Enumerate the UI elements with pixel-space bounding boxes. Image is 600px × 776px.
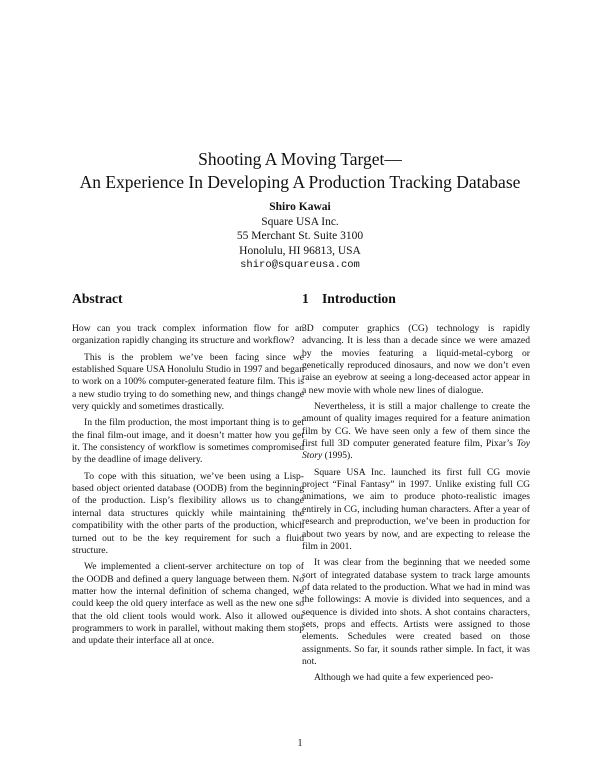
author-email: shiro@squareusa.com [240, 259, 360, 272]
film-title: Toy Story [302, 438, 530, 462]
author-name: Shiro Kawai [269, 201, 331, 213]
abstract-paragraph: This is the problem we’ve been facing since we established Square USA Honolulu Studio in 1997 and began to work on a 100% computer-generated feature film. This is a new studio trying to do something new, and things change very quickly and sometimes drastically. [72, 351, 304, 413]
section-title: Introduction [322, 291, 396, 306]
author-address-2: Honolulu, HI 96813, USA [239, 244, 361, 257]
section-number: 1 [302, 291, 309, 306]
abstract-column [72, 290, 304, 652]
author-block [0, 200, 600, 273]
introduction-column [302, 290, 530, 689]
abstract-paragraph: In the film production, the most important thing is to get the final film-out image, and it doesn’t matter how you get it. The consistency of workflow is sometimes compromised by the deadline of image delivery. [72, 417, 304, 466]
page-number: 1 [297, 738, 303, 749]
intro-paragraph: Square USA Inc. launched its first full CG movie project “Final Fantasy” in 1997. Unlike existing full CG animations, we aim to produce photo-realistic images entirely in CG, including human characters. After a year of research and preproduction, we’ve been in production for about two years by now, and are expecting to release the film in 2001. [302, 466, 530, 552]
author-org: Square USA Inc. [261, 215, 339, 228]
abstract-paragraph: How can you track complex information flow for an organization rapidly changing its structure and workflow? [72, 323, 304, 347]
title-line-2: An Experience In Developing A Production Tracking Database [79, 172, 521, 192]
abstract-paragraph: We implemented a client-server architecture on top of the OODB and defined a query language between them. No matter how the internal definition of schema changed, we could keep the old query interface as well as the new one so that the old client tools would work. Also it allowed our programmers to work in parallel, without making them stop and update their interface all at once. [72, 561, 304, 647]
intro-paragraph: Nevertheless, it is still a major challenge to create the amount of quality images required for a feature animation film by CG. We have seen only a few of them since the first full 3D computer generated feature film, Pixar’s Toy Story (1995). [302, 401, 530, 462]
abstract-paragraph: To cope with this situation, we’ve been using a Lisp-based object oriented database (OODB) from the beginning of the production. Lisp’s flexibility allows us to change internal data structures quickly while maintaining the compatibility with the other parts of the production, which turned out to be the key requirement for such a fluid structure. [72, 470, 304, 556]
abstract-heading: Abstract [72, 291, 123, 306]
intro-paragraph: Although we had quite a few experienced peo- [314, 672, 494, 684]
intro-paragraph: 3D computer graphics (CG) technology is rapidly advancing. It is less than a decade since we were amazed by the movies featuring a liquid-metal-cyborg or genetically reproduced dinosaurs, and now we don’t even raise an eyebrow at seeing a long-deceased actor appear in a new movie with whole new lines of dialogue. [302, 323, 530, 396]
title-line-1: Shooting A Moving Target— [198, 149, 402, 169]
introduction-heading [302, 290, 530, 307]
intro-paragraph: It was clear from the beginning that we needed some sort of integrated database system to track large amounts of data related to the production. What we had in mind was the followings: A movie is divided into sequences, and a sequence is divided into shots. A shot contains characters, sets, props and effects. Artists were assigned to those elements. Schedules were created based on those assignments. So far, it sounds rather simple. In fact, it was not. [302, 557, 530, 667]
author-address-1: 55 Merchant St. Suite 3100 [236, 230, 364, 243]
